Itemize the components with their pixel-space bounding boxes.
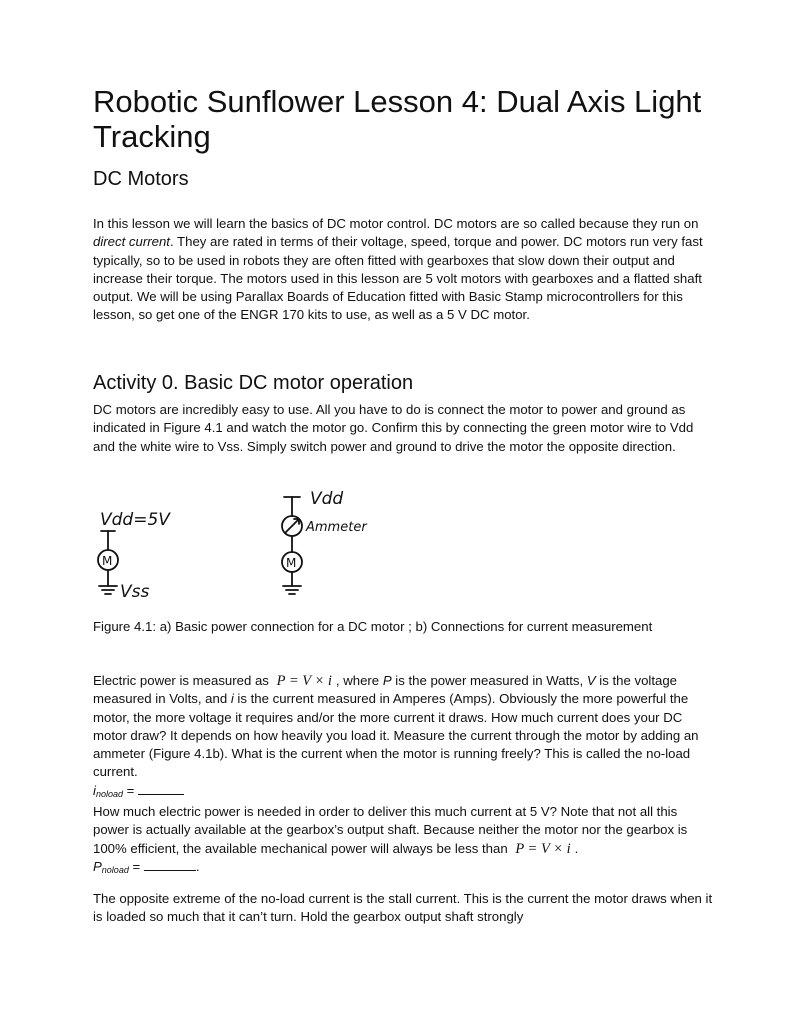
circuit-a-vss-label: Vss xyxy=(120,582,150,602)
power-eq-p: P xyxy=(276,673,286,689)
i-noload-var: i xyxy=(93,782,96,798)
page-title: Robotic Sunflower Lesson 4: Dual Axis Light Tracking xyxy=(93,84,702,154)
power-question-2: How much electric power is needed in order to deliver this much current at 5 V? Note that not all this power is actually available at the gearbox’s output shaft. Because neither the motor nor the gearbox is 100% efficient, the available mechanical power will always be less than xyxy=(93,804,688,856)
power-text-3: is the power measured in Watts, xyxy=(391,673,587,688)
circuit-a-vdd-label: Vdd=5V xyxy=(100,510,170,530)
power-text-2: , where xyxy=(335,673,383,688)
var-i: i xyxy=(230,691,234,707)
power-equation xyxy=(273,673,336,689)
i-noload-blank[interactable] xyxy=(138,784,184,795)
i-noload-eq: = xyxy=(122,782,138,798)
circuit-a xyxy=(98,510,171,602)
circuit-b-vdd-label: Vdd xyxy=(310,489,344,509)
var-p: P xyxy=(382,673,392,688)
stall-paragraph: The opposite extreme of the no-load current is the stall current. This is the current the motor draws when it is loaded so much that it can’t turn. Hold the gearbox output shaft strongly xyxy=(93,891,713,925)
intro-italic: direct current xyxy=(93,234,170,250)
intro-text-2: . They are rated in terms of their voltage, speed, torque and power. DC motors run very fast typically, so to be used in robots they are often fitted with gearboxes that slow down their output and increase their torque. The motors used in this lesson are 5 volt motors with gearboxes and a flatted shaft output. We will be using Parallax Boards of Education fitted with Basic Stamp microcontrollers for this lesson, so get one of the ENGR 170 kits to use, as well as a 5 V DC motor. xyxy=(93,234,703,323)
i-noload-sub: noload xyxy=(95,788,123,799)
section-heading: DC Motors xyxy=(93,168,189,190)
power-question-2-end: . xyxy=(574,840,579,856)
motor-b-label: M xyxy=(286,556,297,570)
ammeter-label: Ammeter xyxy=(306,520,367,535)
power-eq-rest: = V × i xyxy=(285,673,332,689)
p-noload-eq: = xyxy=(128,858,144,874)
power-text-1: Electric power is measured as xyxy=(93,673,273,688)
figure-circuit-diagrams xyxy=(0,488,791,613)
power-equation-2: P = V × i xyxy=(515,840,571,857)
activity-heading: Activity 0. Basic DC motor operation xyxy=(93,372,414,394)
p-noload-end: . xyxy=(195,858,200,874)
power-paragraph xyxy=(93,672,713,879)
motor-a-label: M xyxy=(102,554,113,568)
intro-text-1: In this lesson we will learn the basics of DC motor control. DC motors are so called because they run on xyxy=(93,216,699,231)
p-noload-var: P xyxy=(93,858,102,874)
var-v: V xyxy=(586,673,596,688)
activity-paragraph: DC motors are incredibly easy to use. All you have to do is connect the motor to power and ground as indicated in Figure 4.1 and watch the motor go. Confirm this by connecting the green motor wire to Vdd and the white wire to Vss. Simply switch power and ground to drive the motor the opposite direction. xyxy=(93,402,694,454)
p-noload-sub: noload xyxy=(101,864,129,875)
p-noload-blank[interactable] xyxy=(144,860,196,871)
power-text-5: is the current measured in Amperes (Amps). Obviously the more powerful the motor, the more voltage it requires and/or the more current it draws. How much current does your DC motor draw? It depends on how heavily you load it. Measure the current through the motor by adding an ammeter (Figure 4.1b). What is the current when the motor is running freely? This is called the no-load current. xyxy=(93,691,699,780)
power-text-4: is the voltage measured in Volts, and xyxy=(93,673,677,707)
intro-paragraph xyxy=(93,215,713,325)
figure-caption: Figure 4.1: a) Basic power connection for a DC motor ; b) Connections for current measurement xyxy=(93,619,653,634)
circuit-b xyxy=(282,489,368,594)
